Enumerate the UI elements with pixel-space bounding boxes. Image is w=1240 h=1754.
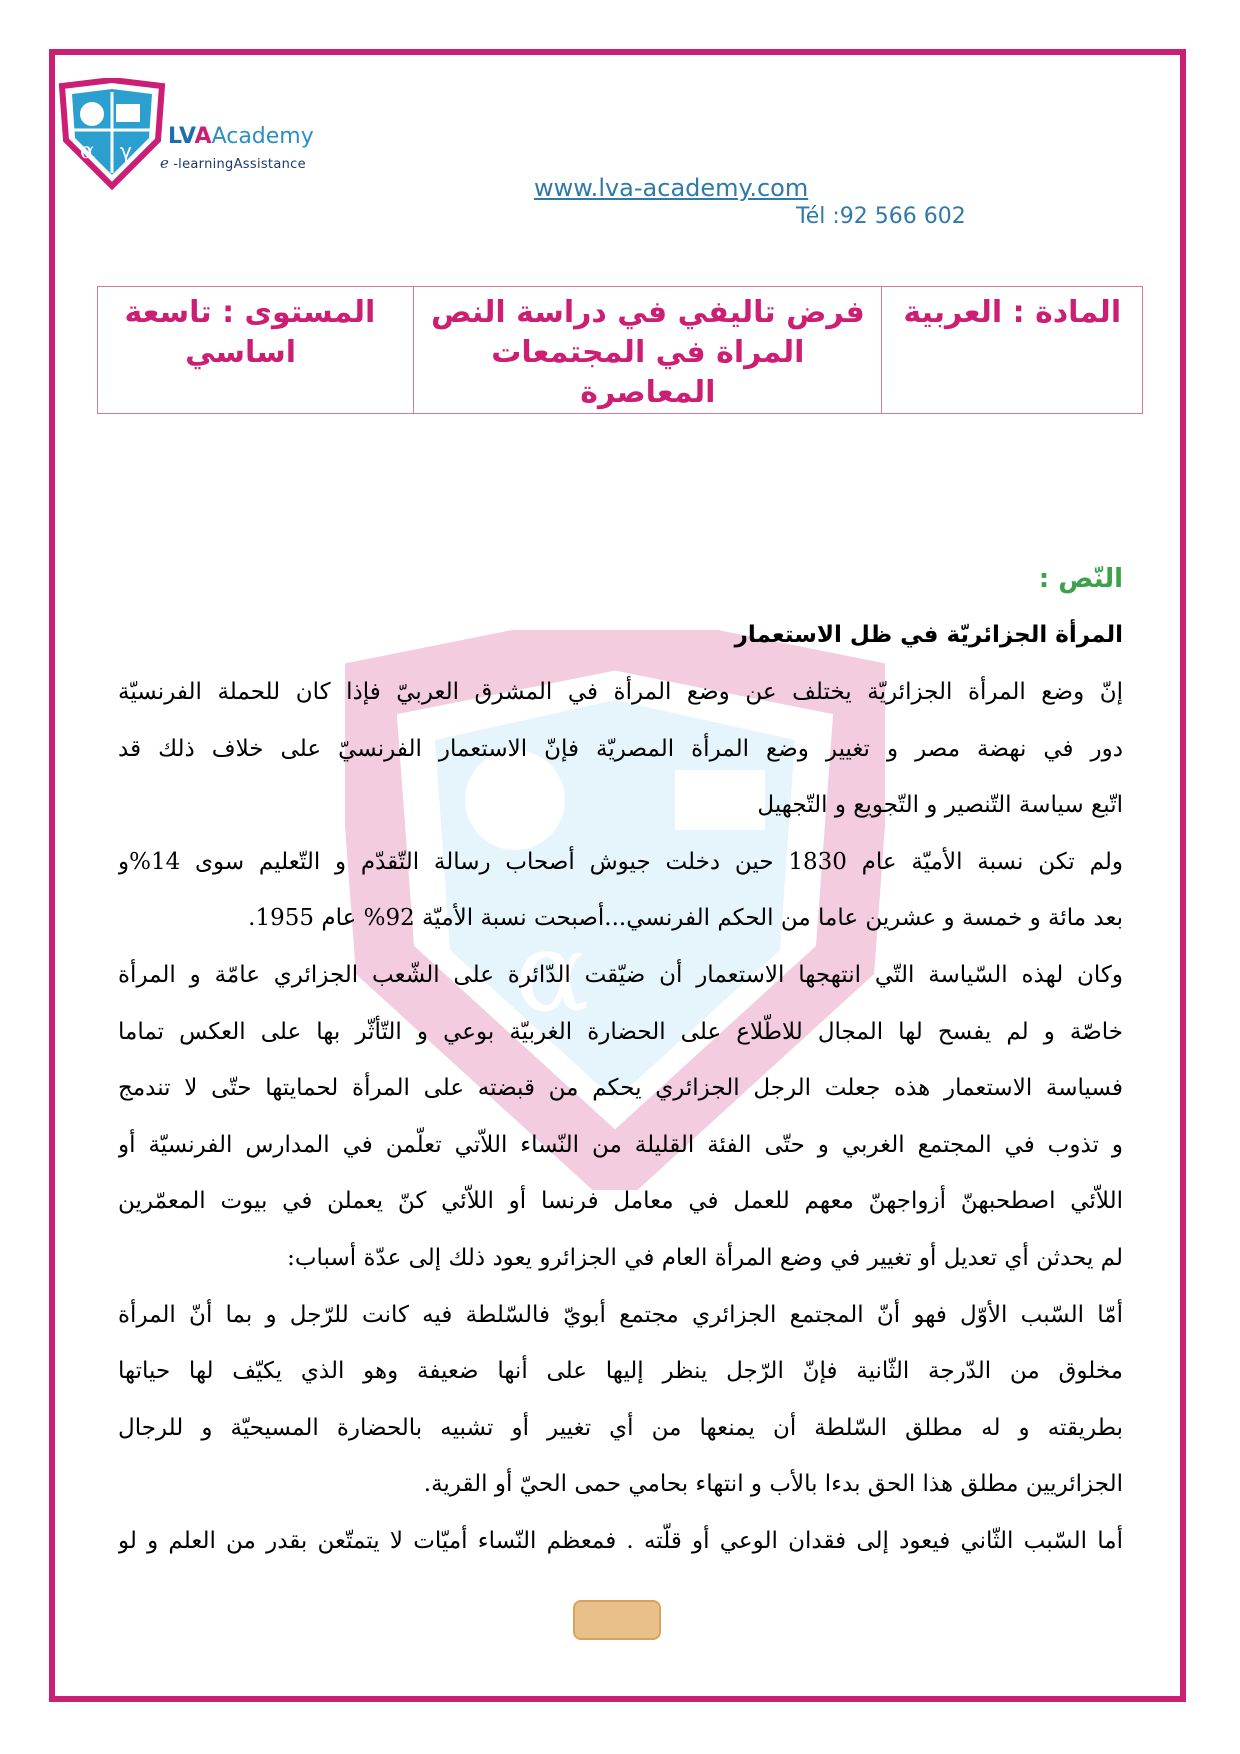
page-number-tab: [573, 1600, 661, 1640]
assignment-title-line2: المراة في المجتمعات المعاصرة: [491, 335, 805, 410]
text-line: اتّبع سياسة التّنصير و التّجويع و التّجهيل: [757, 792, 1123, 819]
assignment-title-cell: [414, 287, 882, 414]
svg-text:γ: γ: [120, 139, 132, 163]
level-line2: اساسي: [185, 335, 297, 370]
text-line: خاصّة و لم يفسح لها المجال للاطّلاع على الحضارة الغربيّة بوعي و التّأثّر بها على العكس تماما: [118, 1018, 1123, 1045]
text-line: مخلوق من الدّرجة الثّانية فإنّ الرّجل ينظر إليها على أنها ضعيفة وهو الذي يكيّف لها حياتها: [118, 1358, 1123, 1385]
level-line1: المستوى : تاسعة: [124, 295, 376, 330]
text-line: بطريقته و له مطلق السّلطة أن يمنعها من أي تغيير أو تشبيه بالحضارة المسيحيّة و للرجال: [118, 1414, 1123, 1441]
svg-text:α: α: [80, 139, 95, 164]
header-table: [97, 286, 1143, 414]
article-title: المرأة الجزائريّة في ظل الاستعمار: [734, 622, 1123, 648]
text-line: دور في نهضة مصر و تغيير وضع المرأة المصريّة فإنّ الاستعمار الفرنسيّ على خلاف ذلك قد: [118, 735, 1123, 762]
section-label: النّص :: [1038, 564, 1123, 594]
brand-tagline: e -learningAssistance: [160, 154, 306, 172]
text-line: اللاّئي اصطحبهنّ أزواجهنّ معهم للعمل في معامل فرنسا أو اللاّئي كنّ يعملن في بيوت المعمّرين: [118, 1188, 1123, 1215]
subject-cell: المادة : العربية: [882, 287, 1143, 414]
text-line: إنّ وضع المرأة الجزائريّة يختلف عن وضع المرأة في المشرق العربيّ فإذا كان للحملة الفرنسيّة: [118, 679, 1123, 705]
text-line: فسياسة الاستعمار هذه جعلت الرجل الجزائري يحكم من قبضته على المرأة لحمايتها حتّى لا تندمج: [118, 1075, 1123, 1102]
document-body: [118, 556, 1123, 1570]
text-line: أما السّبب الثّاني فيعود إلى فقدان الوعي أو قلّته . فمعظم النّساء أميّات لا يتمتّعن بقدر من العلم و لو: [118, 1527, 1123, 1554]
text-line: ولم تكن نسبة الأميّة عام 1830 حين دخلت جيوش أصحاب رسالة التّقدّم و التّعليم سوى 14%و: [118, 848, 1123, 875]
text-line: لم يحدثن أي تعديل أو تغيير في وضع المرأة العام في الجزائرو يعود ذلك إلى عدّة أسباب:: [287, 1244, 1123, 1271]
svg-text:α: α: [515, 908, 590, 1036]
text-line: بعد مائة و خمسة و عشرين عاما من الحكم الفرنسي...أصبحت نسبة الأميّة 92% عام 1955.: [248, 905, 1123, 932]
assignment-title-line1: فرض تاليفي في دراسة النص: [430, 295, 865, 330]
level-cell: [98, 287, 414, 414]
text-line: وكان لهذه السّياسة التّي انتهجها الاستعمار أن ضيّقت الدّائرة على الشّعب الجزائري عامّة و المرأة: [118, 961, 1123, 988]
brand-name: LVAAcademy: [168, 124, 314, 149]
website-link[interactable]: www.lva-academy.com: [534, 174, 809, 202]
phone-number: Tél :92 566 602: [796, 204, 966, 229]
lva-logo-icon: [58, 78, 166, 190]
text-line: أمّا السّبب الأوّل فهو أنّ المجتمع الجزائري مجتمع أبويّ فالسّلطة فيه كانت للرّجل و بما أنّ المرأة: [118, 1301, 1123, 1328]
text-line: و تذوب في المجتمع الغربي و حتّى الفئة القليلة من النّساء اللاّتي تعلّمن في المدارس الفرنسيّة أو: [118, 1131, 1123, 1158]
text-line: الجزائريين مطلق هذا الحق بدءا بالأب و انتهاء بحامي حمى الحيّ أو القرية.: [423, 1471, 1123, 1498]
